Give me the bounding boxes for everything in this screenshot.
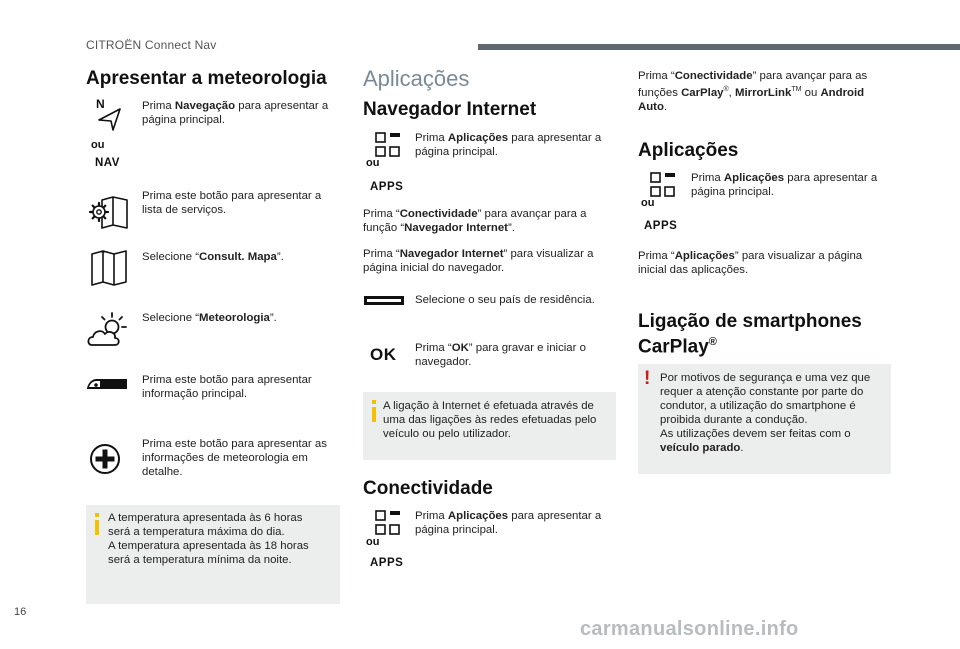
step-consult-map-text: Selecione “Consult. Mapa”.: [142, 251, 284, 263]
temperature-bar-icon: [86, 377, 128, 391]
section-title-weather: Apresentar a meteorologia: [86, 68, 327, 89]
map-icon: [90, 250, 128, 286]
step-main-info-text: Prima este botão para apresentar informação principal.: [142, 374, 312, 400]
navigation-arrow-icon: [95, 96, 125, 132]
or-label: ou: [366, 536, 380, 548]
subtitle-internet-browser: Navegador Internet: [363, 99, 537, 120]
step-apps-text: Prima Aplicações para apresentar a página principal.: [415, 132, 602, 158]
services-gear-icon: [86, 196, 130, 230]
step-services-text: Prima este botão para apresentar a lista de serviços.: [142, 190, 322, 216]
or-label: ou: [91, 139, 105, 151]
warning-note-smartphone: [638, 364, 891, 474]
apps-grid-icon: [375, 132, 401, 158]
svg-text:N: N: [96, 97, 105, 111]
apps-grid-icon: [650, 172, 676, 198]
page-number: 16: [14, 606, 27, 618]
info-note-temperature: [86, 505, 340, 604]
para-connectivity-functions: Prima “Conectividade” para avançar para as funções CarPlay®, MirrorLink™ ou Android Auto.: [638, 70, 868, 113]
section-title-applications: Aplicações: [363, 66, 470, 91]
info-note-text: A temperatura apresentada às 6 horas será a temperatura máxima do dia. A temperatura apresentada às 18 horas será a temperatura mínima da noite.: [108, 512, 309, 566]
apps-button-label: APPS: [370, 557, 404, 569]
nav-button-label: NAV: [95, 157, 120, 169]
step-ok-text: Prima “OK” para gravar e iniciar o navegador.: [415, 342, 586, 368]
header-bar: [478, 44, 960, 50]
ok-button-label: OK: [370, 345, 397, 364]
subtitle-connectivity: Conectividade: [363, 478, 493, 499]
info-note-internet-text: A ligação à Internet é efetuada através de uma das ligações às redes efetuadas pelo veículo ou pelo utilizador.: [383, 400, 597, 440]
or-label: ou: [366, 157, 380, 169]
country-bar-icon: [364, 296, 404, 305]
info-i-icon: [371, 400, 377, 422]
warning-note-text: Por motivos de segurança e uma vez que requer a atenção constante por parte do condutor, a utilização do smartphone é proibida durante a condução. As utilizações devem ser feitas com o veículo parado.: [660, 372, 871, 454]
info-note-internet: [363, 392, 616, 460]
step-country-text: Selecione o seu país de residência.: [415, 294, 595, 306]
apps-grid-icon: [375, 510, 401, 536]
step-weather-text: Selecione “Meteorologia”.: [142, 312, 277, 324]
manual-header-title: CITROËN Connect Nav: [86, 38, 217, 52]
weather-sun-cloud-icon: [86, 311, 128, 349]
apps-button-label: APPS: [644, 220, 678, 232]
subtitle-applications: Aplicações: [638, 140, 739, 161]
step-detail-text: Prima este botão para apresentar as informações de meteorologia em detalhe.: [142, 438, 327, 478]
step-apps-connectivity-text: Prima Aplicações para apresentar a página principal.: [415, 510, 602, 536]
para-connectivity-browser: Prima “Conectividade” para avançar para a função “Navegador Internet”.: [363, 208, 587, 234]
info-i-icon: [94, 513, 100, 535]
step-navigation-text: Prima Navegação para apresentar a página principal.: [142, 100, 329, 126]
warning-exclamation-icon: !: [644, 368, 651, 389]
apps-button-label: APPS: [370, 181, 404, 193]
or-label: ou: [641, 197, 655, 209]
para-apps-home: Prima “Aplicações” para visualizar a página inicial das aplicações.: [638, 250, 863, 276]
step-apps-col3-text: Prima Aplicações para apresentar a página principal.: [691, 172, 878, 198]
subtitle-smartphone-carplay: Ligação de smartphones CarPlay®: [638, 311, 862, 358]
plus-detail-icon: [89, 443, 121, 475]
watermark: carmanualsonline.info: [580, 618, 799, 640]
para-browser-home: Prima “Navegador Internet” para visualizar a página inicial do navegador.: [363, 248, 594, 274]
